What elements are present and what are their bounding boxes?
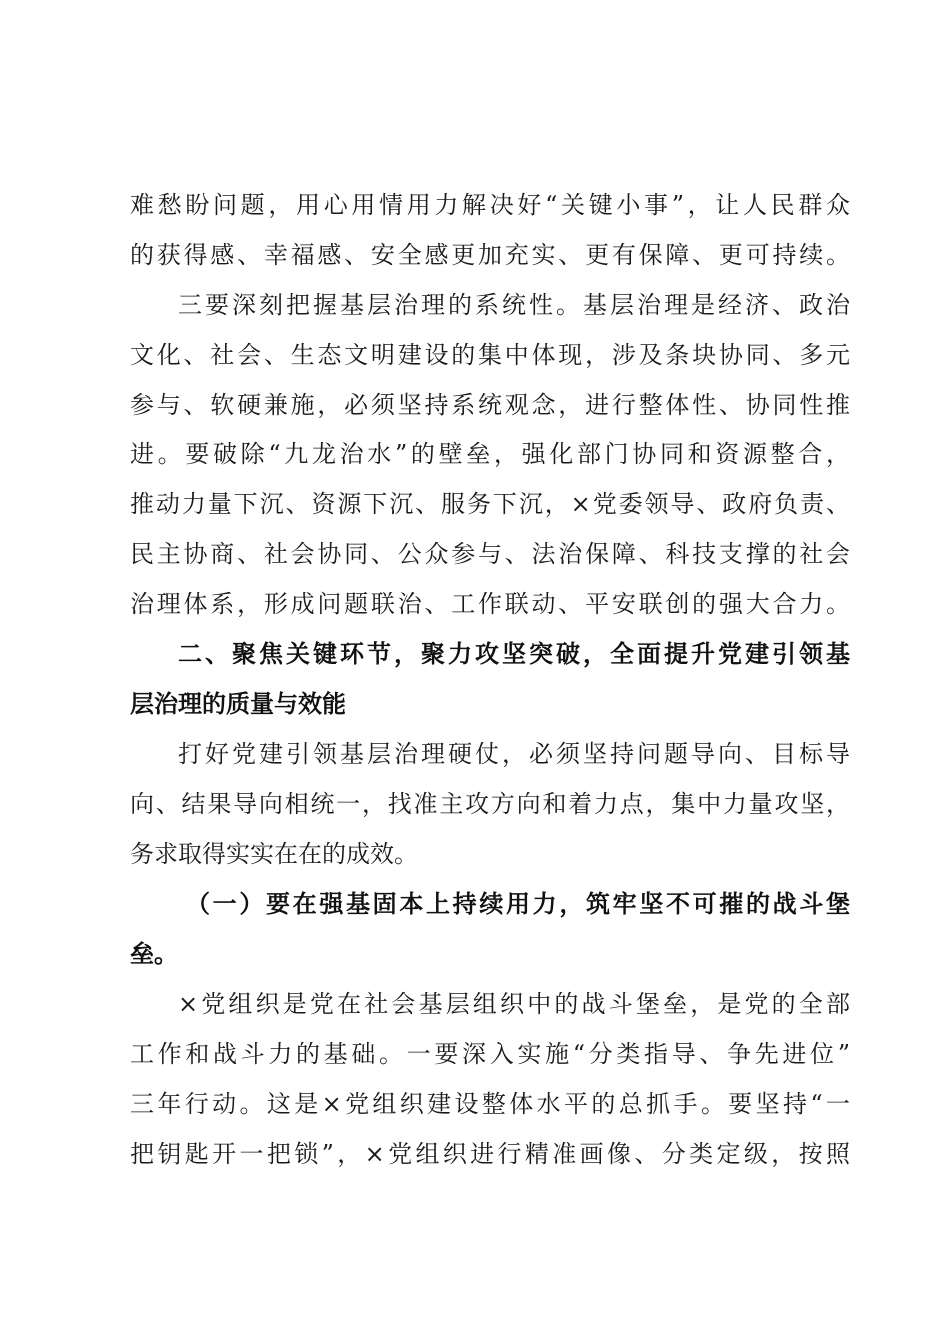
paragraph-first-line: ×党组织是党在社会基层组织中的战斗堡垒，是党的全部 [178, 990, 850, 1018]
body-text-line: 民主协商、社会协同、公众参与、法治保障、科技支撑的社会 [130, 540, 850, 568]
subsection-heading: （一）要在强基固本上持续用力，筑牢坚不可摧的战斗堡 [186, 890, 850, 918]
body-text-line: 治理体系，形成问题联治、工作联动、平安联创的强大合力。 [130, 590, 850, 618]
body-text-line: 进。要破除“九龙治水”的壁垒，强化部门协同和资源整合， [130, 440, 850, 468]
body-text-line: 的获得感、幸福感、安全感更加充实、更有保障、更可持续。 [130, 241, 850, 269]
body-text-line: 把钥匙开一把锁”，×党组织进行精准画像、分类定级，按照 [130, 1140, 850, 1168]
section-heading-continued: 层治理的质量与效能 [130, 690, 346, 718]
body-text-line: 难愁盼问题，用心用情用力解决好“关键小事”，让人民群众 [130, 191, 850, 219]
subsection-heading-continued: 垒。 [130, 940, 178, 968]
section-heading: 二、聚焦关键环节，聚力攻坚突破，全面提升党建引领基 [178, 640, 850, 668]
paragraph-first-line: 三要深刻把握基层治理的系统性。基层治理是经济、政治 [178, 291, 850, 319]
body-text-line: 参与、软硬兼施，必须坚持系统观念，进行整体性、协同性推 [130, 391, 850, 419]
body-text-line: 务求取得实实在在的成效。 [130, 840, 418, 868]
body-text-line: 工作和战斗力的基础。一要深入实施“分类指导、争先进位” [130, 1040, 850, 1068]
body-text-line: 向、结果导向相统一，找准主攻方向和着力点，集中力量攻坚， [130, 790, 850, 818]
body-text-line: 三年行动。这是×党组织建设整体水平的总抓手。要坚持“一 [130, 1090, 850, 1118]
paragraph-first-line: 打好党建引领基层治理硬仗，必须坚持问题导向、目标导 [178, 740, 850, 768]
body-text-line: 文化、社会、生态文明建设的集中体现，涉及条块协同、多元 [130, 341, 850, 369]
body-text-line: 推动力量下沉、资源下沉、服务下沉，×党委领导、政府负责、 [130, 490, 850, 518]
